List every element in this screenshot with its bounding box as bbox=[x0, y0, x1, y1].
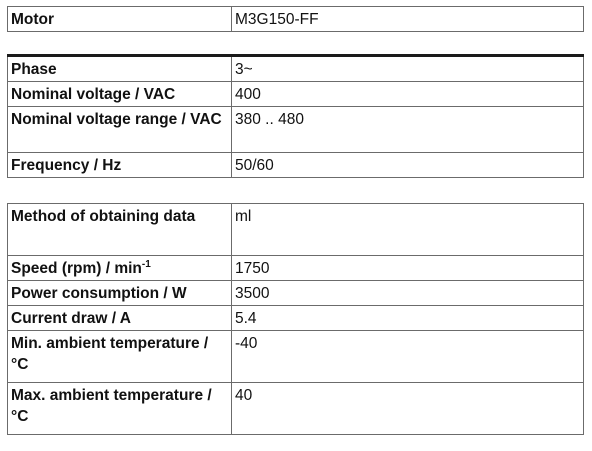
voltage-range-value: 380 .. 480 bbox=[232, 107, 584, 153]
table-row bbox=[8, 56, 584, 82]
method-value: ml bbox=[232, 204, 584, 256]
motor-value: M3G150-FF bbox=[232, 7, 584, 32]
max-ambient-temperature-label: Max. ambient temperature / °C bbox=[8, 383, 232, 435]
nominal-voltage-label: Nominal voltage / VAC bbox=[8, 82, 232, 107]
table-row bbox=[8, 153, 584, 178]
speed-value: 1750 bbox=[232, 256, 584, 281]
speed-unit-exponent: -1 bbox=[141, 259, 151, 270]
phase-label: Phase bbox=[8, 56, 232, 82]
current-draw-value: 5.4 bbox=[232, 306, 584, 331]
voltage-range-label: Nominal voltage range / VAC bbox=[8, 107, 232, 153]
table-row bbox=[8, 256, 584, 281]
speed-label bbox=[8, 256, 232, 281]
min-ambient-temperature-label: Min. ambient temperature / °C bbox=[8, 331, 232, 383]
performance-specs-table bbox=[7, 203, 584, 435]
nominal-voltage-value: 400 bbox=[232, 82, 584, 107]
max-ambient-temperature-value: 40 bbox=[232, 383, 584, 435]
min-ambient-temperature-value: -40 bbox=[232, 331, 584, 383]
motor-table bbox=[7, 6, 584, 32]
power-consumption-value: 3500 bbox=[232, 281, 584, 306]
speed-label-text: Speed (rpm) / min bbox=[11, 260, 142, 277]
frequency-value: 50/60 bbox=[232, 153, 584, 178]
current-draw-label: Current draw / A bbox=[8, 306, 232, 331]
electrical-specs-table bbox=[7, 54, 584, 178]
phase-value: 3~ bbox=[232, 56, 584, 82]
table-row bbox=[8, 82, 584, 107]
table-row bbox=[8, 107, 584, 153]
frequency-label: Frequency / Hz bbox=[8, 153, 232, 178]
table-row bbox=[8, 7, 584, 32]
table-row bbox=[8, 383, 584, 435]
power-consumption-label: Power consumption / W bbox=[8, 281, 232, 306]
method-label: Method of obtaining data bbox=[8, 204, 232, 256]
table-row bbox=[8, 306, 584, 331]
table-row bbox=[8, 204, 584, 256]
motor-label: Motor bbox=[8, 7, 232, 32]
table-row bbox=[8, 331, 584, 383]
table-row bbox=[8, 281, 584, 306]
